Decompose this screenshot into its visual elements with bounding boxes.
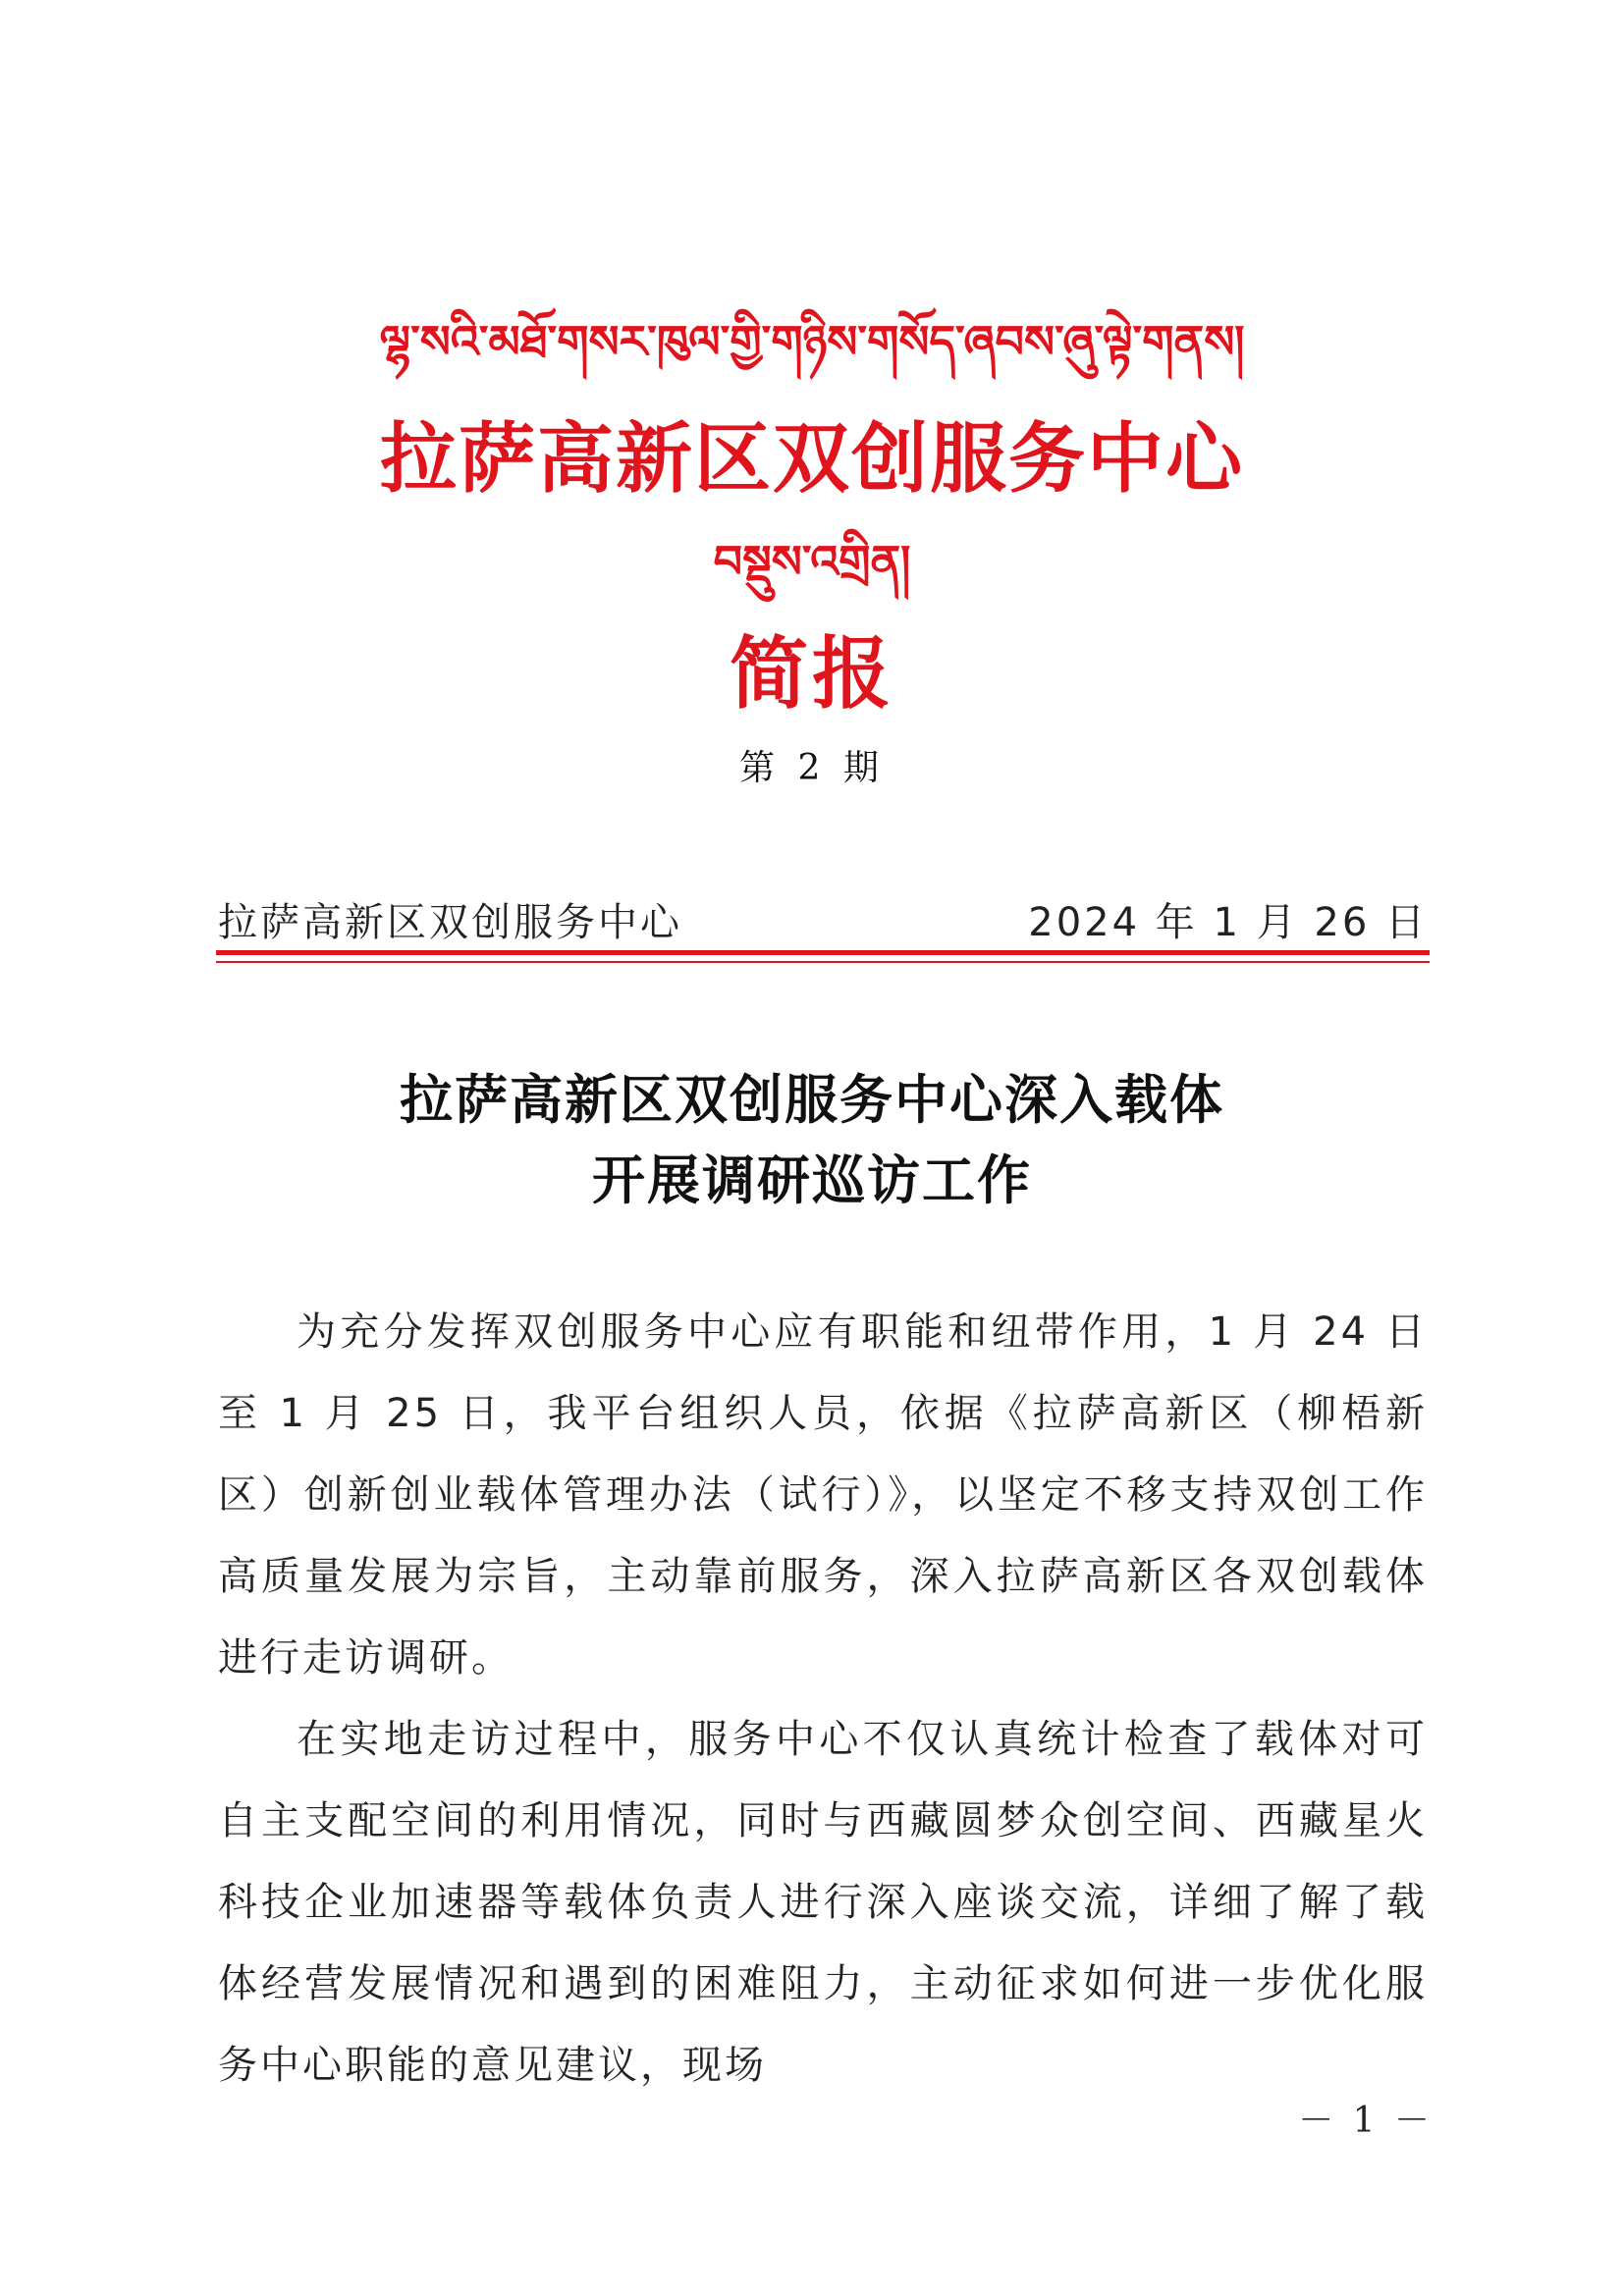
red-divider-thin bbox=[216, 961, 1430, 963]
page-number: － 1 － bbox=[1298, 2101, 1434, 2141]
issuer-name: 拉萨高新区双创服务中心 bbox=[218, 900, 682, 945]
tibetan-org-name: ལྷ་སའི་མཐོ་གསར་ཁུལ་གྱི་གཉིས་གསོད་ཞབས་ཞུ་ལྟེ་གནས། bbox=[379, 315, 1245, 368]
issuer-date-row bbox=[218, 891, 1428, 945]
brief-title: 简报 bbox=[730, 627, 894, 720]
paragraph: 为充分发挥双创服务中心应有职能和纽带作用，1 月 24 日至 1 月 25 日，我平台组织人员，依据《拉萨高新区（柳梧新区）创新创业载体管理办法（试行）》，以坚定不移支持双创工作高质量发展为宗旨，主动靠前服务，深入拉萨高新区各双创载体进行走访调研。 bbox=[218, 1309, 1428, 1681]
red-divider-thick bbox=[216, 950, 1430, 955]
article-body bbox=[218, 1292, 1428, 2107]
tibetan-brief-label: བསྡུས་འགྲིན། bbox=[713, 535, 911, 588]
article-title-line2: 开展调研巡访工作 bbox=[592, 1148, 1032, 1211]
org-name-heading: 拉萨高新区双创服务中心 bbox=[379, 414, 1244, 504]
issue-date: 2024 年 1 月 26 日 bbox=[1028, 900, 1428, 945]
article-title-line1: 拉萨高新区双创服务中心深入载体 bbox=[400, 1068, 1224, 1131]
issue-number: 第 2 期 bbox=[739, 748, 885, 788]
paragraph: 在实地走访过程中，服务中心不仅认真统计检查了载体对可自主支配空间的利用情况，同时与西藏圆梦众创空间、西藏星火科技企业加速器等载体负责人进行深入座谈交流，详细了解了载体经营发展情况和遇到的困难阻力，主动征求如何进一步优化服务中心职能的意见建议，现场 bbox=[218, 1717, 1428, 2088]
